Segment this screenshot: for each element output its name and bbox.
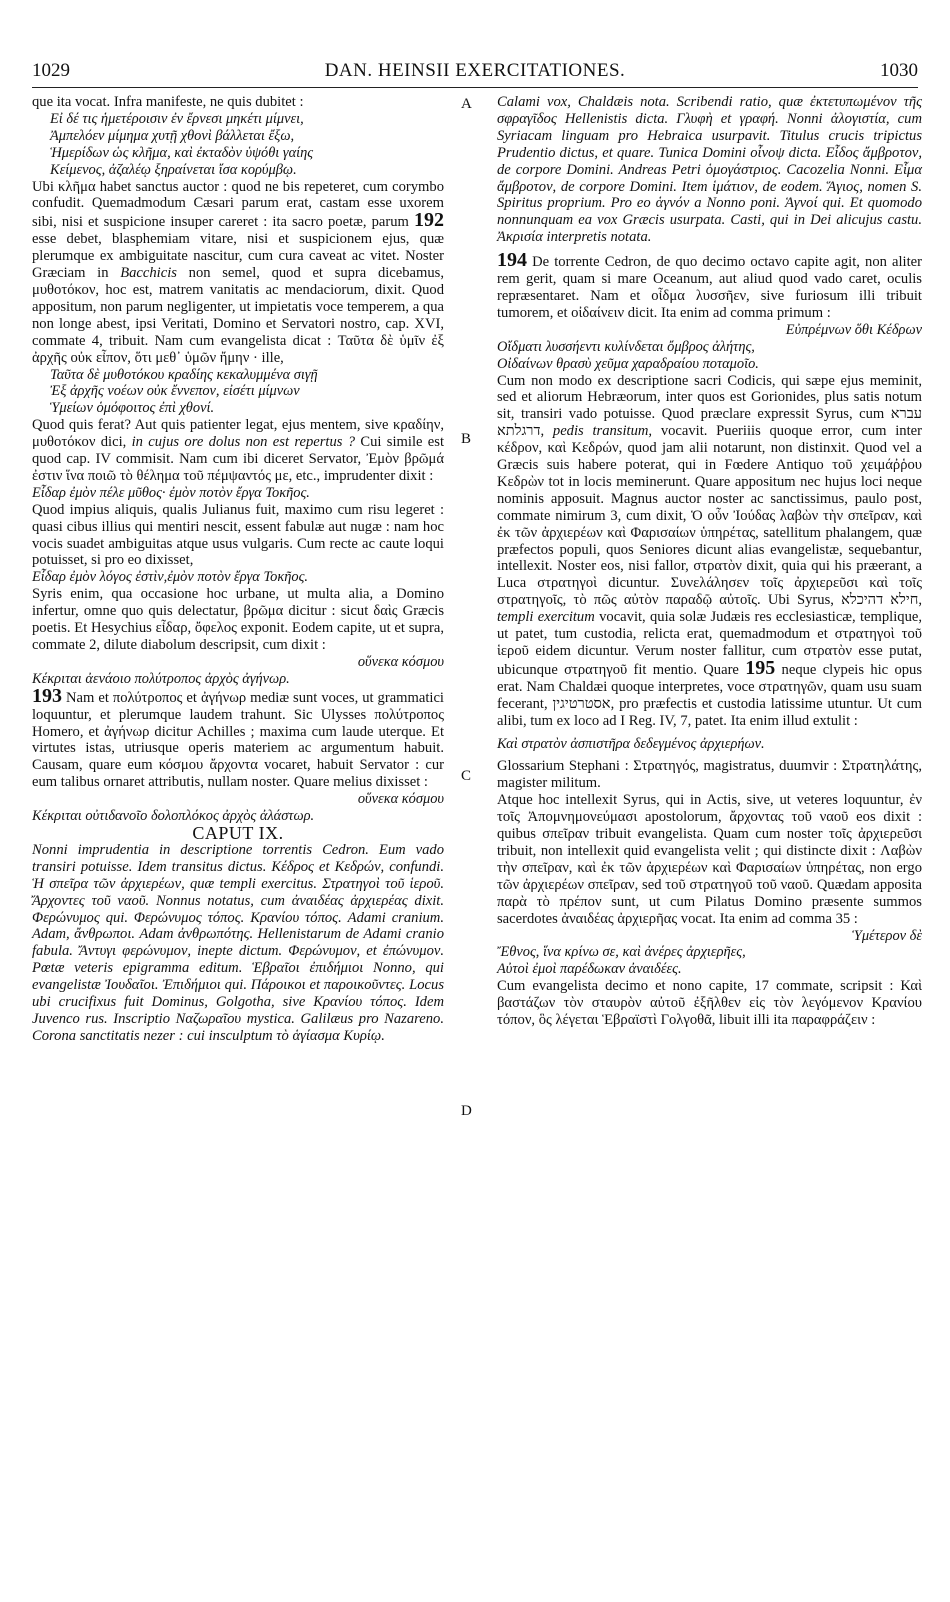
paragraph: Syris enim, qua occasione hoc urbane, ut multa alia, a Domino infertur, omne quo quis delectatur, βρῶμα dicitur : sicut δαὶς Græcis poetis. Et Hesychius εἶδαρ, ὄφελος exponit. Eodem capite, ut et supra, commate 2, dilute diabolum descripsit, cum dixit :: [32, 586, 444, 653]
verse: Εἶδαρ ἐμὸν λόγος ἐστὶν,ἐμὸν ποτὸν ἔργα Τοκῆος.: [32, 569, 309, 586]
glossary-note: Glossarium Stephani : Στρατηγός, magistratus, duumvir : Στρατηλάτης, magister militum.: [497, 758, 922, 792]
running-header: [32, 60, 918, 84]
paragraph: Atque hoc intellexit Syrus, qui in Actis, sive, ut veteres loquuntur, ἐν τοῖς Ἀπομνημονεύμασι apostolorum, ἄρχοντας τοῦ ναοῦ eos dixit : quibus σπεῖραν tribuit evangelista. Quam cum noster τοῖς ἀρχιερεῦσι tribuit, non intellexit quid evangelista velit ; qui distincte dixit : Λαβὼν τὴν σπεῖραν, καὶ ἐκ τῶν ἀρχιερέων καὶ Φαρισαίων ὑπηρέτας, non ergo τῶν ἀρχιερέων σπεῖραν, sed τοῦ στρατηγοῦ τοῦ ναοῦ. Quædam apposita παρὰ τὸ πρέπον sunt, ut cum Pilatus Domino præsente summos sacerdotes ἀναιδέας ἀρχιερῆας vocat. Ita enim ad comma 35 :: [497, 792, 922, 927]
verse: Εὐπρέμνων ὅθι Κέδρων: [785, 321, 922, 338]
paragraph: Ubi κλῆμα habet sanctus auctor : quod ne bis repeteret, cum corymbo confudit. Quemadmodum Cæsari parum erat, castam esse uxorem sibi, nisi et suspicione insuper careret : ita sacro poetæ, parum 192 esse debet, blasphemiam vitare, nisi et suspicionem ejus, quæ plerumque ex ambiguitate nascitur, cum cura caveat ac vitet. Noster Græciam in Bacchicis non semel, quod et supra dicebamus, μυθοτόκον, hoc est, matrem vanitatis ac mendaciorum, dixit. Quod appositum, non parum negligenter, ut impietatis voce temperem, a qua non longe abest, ipsi Veritati, Domino et Servatori nostro, cap. XVI, commate 4, tribuit. Nam cum evangelista dicat : Ταῦτα δὲ ὑμῖν ἐξ ἀρχῆς οὐκ εἶπον, ὅτι μεθ᾽ ὑμῶν ἤμην · ille,: [32, 178, 444, 366]
margin-marker-c: C: [461, 768, 472, 784]
verse: Ἔθνος, ἵνα κρίνω σε, καὶ ἀνέρες ἀρχιερῆες,: [497, 944, 746, 961]
paragraph: 193 Nam et πολύτροπος et ἀγήνωρ mediæ sunt voces, ut grammatici loquuntur, et plerumque laudem trahunt. Sic Ulysses πολύτροπος Homero, et ἀγήνωρ dicitur Achilles ; maxima cum laude uterque. Et virtutes istas, utriusque operis materiem ac argumentum habuit. Causam, quare eum κόσμου ἄρχοντα vocaret, habuit Servator : cur eum talibus ornaret attributis, nullam noster. Quare melius dixisset :: [32, 684, 444, 791]
chapter-summary: Nonni imprudentia in descriptione torrentis Cedron. Eum vado transiri potuisse. Idem transitus dictus. Κέδρος et Κεδρών, confundi. Ἡ σπεῖρα τῶν ἀρχιερέων, quæ templi exercitus. Στρατηγοὶ τοῦ ἱεροῦ. Ἄρχοντες τοῦ ναοῦ. Nonnus notatus, cum ἀναιδέας ἀρχιερέας dixit. Φερώνυμος qui. Φερώνυμος τόπος. Κρανίου τόπος. Adami cranium. Adam, ἄνθρωποι. Adam ἀνθρωπότης. Hellenistarum de Adami cranio fabula. Ἄντυγι φερώνυμον, inepte dictum. Φερώνυμον, et ἐπώνυμον. Pœtæ veteris epigramma editum. Ἑβραῖοι ἐπιδήμιοι Nonno, qui evangelistæ Ἰουδαῖοι. Ἐπιδήμιοι qui. Πάροικοι et παροικοῦντες. Locus ubi crucifixus fuit Dominus, Golgotha, sive Κρανίου τόπος. Idem Juvenco rus. Inscriptio Ναζωραῖου mystica. Galilæus pro Nazareno. Corona sanctitatis nezer : cui insculptum τὸ ἁγίασμα Κυρίῳ.: [32, 841, 444, 1044]
verse: Αὐτοὶ ἐμοὶ παρέδωκαν ἀναιδέες.: [497, 961, 682, 978]
page-number-right: 1030: [880, 60, 918, 81]
paragraph: Quod quis ferat? Aut quis patienter legat, ejus mentem, sive κραδίην, μυθοτόκον dici, in cujus ore dolus non est repertus ? Cui simile est quod cap. IV commisit. Nam cum ibi diceret Servator, Ἐμὸν βρῶμά ἐστιν ἵνα ποιῶ τὸ θέλημα τοῦ πέμψαντός με, etc., imprudenter dixit :: [32, 417, 445, 484]
section-number: 195: [745, 656, 776, 679]
verse: Κέκριται οὐτιδανοῖο δολοπλόκος ἀρχὸς ἀλάστωρ.: [32, 808, 315, 825]
paragraph: Cum evangelista decimo et nono capite, 17 commate, scripsit : Καὶ βαστάζων τὸν σταυρὸν αὐτοῦ ἐξῆλθεν εἰς τὸν λεγόμενον Κρανίου τόπον, ὃς λέγεται Ἑβραϊστὶ Γολγοθᾶ, libuit illi ita παραφράζειν :: [497, 978, 922, 1029]
verse: οὕνεκα κόσμου: [357, 653, 444, 670]
paragraph: Quod impius aliquis, qualis Julianus fuit, maximo cum risu legeret : quasi cibus illius qui mentiri nescit, essent fabulæ aut nugæ : nam hoc vocis suadet ambiguitas atque usus vulgaris. Cum recte ac caute loqui potuisset, si pro eo dixisset,: [32, 501, 444, 569]
margin-marker-a: A: [461, 96, 472, 112]
left-column: [32, 94, 444, 1045]
verse: Ὑμέτερον δὲ: [852, 927, 922, 944]
verse: Κείμενος, ἀζαλέῳ ξηραίνεται ἴσα κορύμβῳ.: [50, 161, 297, 178]
verse: Εἰ δέ τις ἡμετέροισιν ἐν ἔρνεσι μηκέτι μίμνει,: [50, 110, 304, 127]
verse: Καὶ στρατὸν ἀσπιστῆρα δεδεγμένος ἀρχιερήων.: [497, 735, 765, 752]
page-number-left: 1029: [32, 60, 70, 81]
section-number: 194: [497, 249, 527, 272]
right-column: [497, 94, 922, 1029]
margin-marker-d: D: [461, 1103, 472, 1119]
running-title: DAN. HEINSII EXERCITATIONES.: [324, 60, 626, 81]
paragraph: 194 De torrente Cedron, de quo decimo octavo capite agit, non aliter rem gerit, quam si mare Oceanum, aut aliud quod vado caret, oculis repræsentaret. Nam et οἶδμα λυσσῆεν, sive furiosum illi tribuit tumorem, et οἰδαίνειν dicit. Ita enim ad comma primum :: [497, 249, 923, 321]
verse: Οἰδαίνων θρασὺ χεῦμα χαραδραίου ποταμοῖο.: [497, 355, 759, 372]
verse: Ἐξ ἀρχῆς νοέων οὐκ ἔννεπον, εἰσέτι μίμνων: [50, 383, 300, 400]
verse: Ἡμερίδων ὡς κλῆμα, καὶ ἐκταδὸν ὑψόθι γαίης: [50, 144, 314, 161]
verse: Ταῦτα δὲ μυθοτόκου κραδίης κεκαλυμμένα σιγῇ: [50, 366, 318, 383]
chapter-heading: CAPUT IX.: [192, 822, 284, 843]
header-rule: [32, 87, 918, 88]
text-line: que ita vocat. Infra manifeste, ne quis dubitet :: [32, 94, 304, 110]
chapter-summary-continued: Calami vox, Chaldæis nota. Scribendi ratio, quæ ἐκτετυπωμένον τῆς σφραγῖδος Hellenistis dicta. Γλυφὴ et γραφή. Nonni ἀλογιστία, cum Syriacam linguam pro Hebraica usurpavit. Titulus crucis tripictus Prudentio dictus, et quare. Tunica Domini οἶνοψ dicta. Εἶδος ἄμβροτον, de corpore Domini. Andreas Petri ὁμογάστριος. Cacozelia Nonni. Εἷμα ἄμβροτον, de corpore Domini. Item ἱμάτιον, de eodem. Ἅγιος, nomen S. Spiritus proprium. Pro eo ἁγνόν a Nonno poni. Ἁγνοί qui. Et quomodo nonnunquam ea vox Græcis usurpata. Casti, qui in Dei alicujus castu. Ἀκρισία interpretis notata.: [497, 94, 922, 246]
verse: Εἶδαρ ἐμὸν πέλε μῦθος· ἐμὸν ποτὸν ἔργα Τοκῆος.: [32, 484, 310, 501]
verse: Οἴδματι λυσσήεντι κυλίνδεται ὄμβρος ἀλήτης,: [497, 338, 755, 355]
verse: Ἀμπελόεν μίμημα χυτῇ χθονὶ βάλλεται ἔξω,: [50, 127, 295, 144]
section-number: 192: [413, 209, 444, 232]
verse: οὕνεκα κόσμου: [357, 791, 444, 808]
verse: Ὑμείων ὁμόφοιτος ἐπὶ χθονί.: [50, 400, 215, 417]
margin-marker-b: B: [461, 431, 472, 447]
section-number: 193: [32, 684, 62, 707]
verse: Κέκριται ἀενάοιο πολύτροπος ἀρχὸς ἀγήνωρ.: [32, 670, 290, 687]
paragraph: Cum non modo ex descriptione sacri Codicis, qui sæpe ejus meminit, sed et aliorum Hebræorum, inter quos est Gorionides, plus satis notum sit, transiri vado potuisse. Quod præclare expressit Syrus, cum עברא דרגלתא, pedis transitum, vocavit. Pueriiis quoque error, cum inter κέδρον, καὶ Κεδρών, quod jam alii notarunt, non distinxit. Quod vel a Græcis suis habere poterat, qui in Fœdere Antiquo τοῦ χειμάῤῥου Κεδρὼν tot in locis meminerunt. Quare appositum nec hujus loci neque nominis apposuit. Magnus auctor noster ac sanctissimus, paulo post, commate nimirum 3, cum dixit, Ὁ οὖν Ἰούδας λαβὼν τὴν σπεῖραν, καὶ ἐκ τῶν ἀρχιερέων καὶ Φαρισαίων ὑπηρέτας, satellitum phalangem, quæ præfectos populi, quos Seniores dicunt alias evangelistæ, sequebantur, intellexit. Noster eos, nisi fallor, στρατὸν dixit, quia qui his præerant, a Luca στρατηγοὶ dicuntur. Συνελάλησεν τοῖς ἀρχιερεῦσι καὶ τοῖς στρατηγοῖς, τὸ πῶς αὐτὸν παραδῷ αὐτοῖς. Ubi Syrus, חילא דהיכלא, templi exercitum vocavit, quia solæ Judæis res ecclesiasticæ, templique, ut patet, tum custodia, relicta erat, quemadmodum et στρατηγοὶ τοῦ ἱεροῦ eidem dicuntur. Verum noster fallitur, cum στρατὸν esse putat, ubicunque στρατηγοῦ fit mentio. Quare 195 neque clypeis hic opus erat. Nam Chaldæi quoque interpretes, voce στρατηγῶν, quam usu suam fecerant, אסטרטיגין, pro præfectis et custodia latissime utuntur. Ut cum alibi, tum ex loco ad I Reg. IV, 7, patet. Ita enim illud extulit :: [497, 372, 923, 729]
